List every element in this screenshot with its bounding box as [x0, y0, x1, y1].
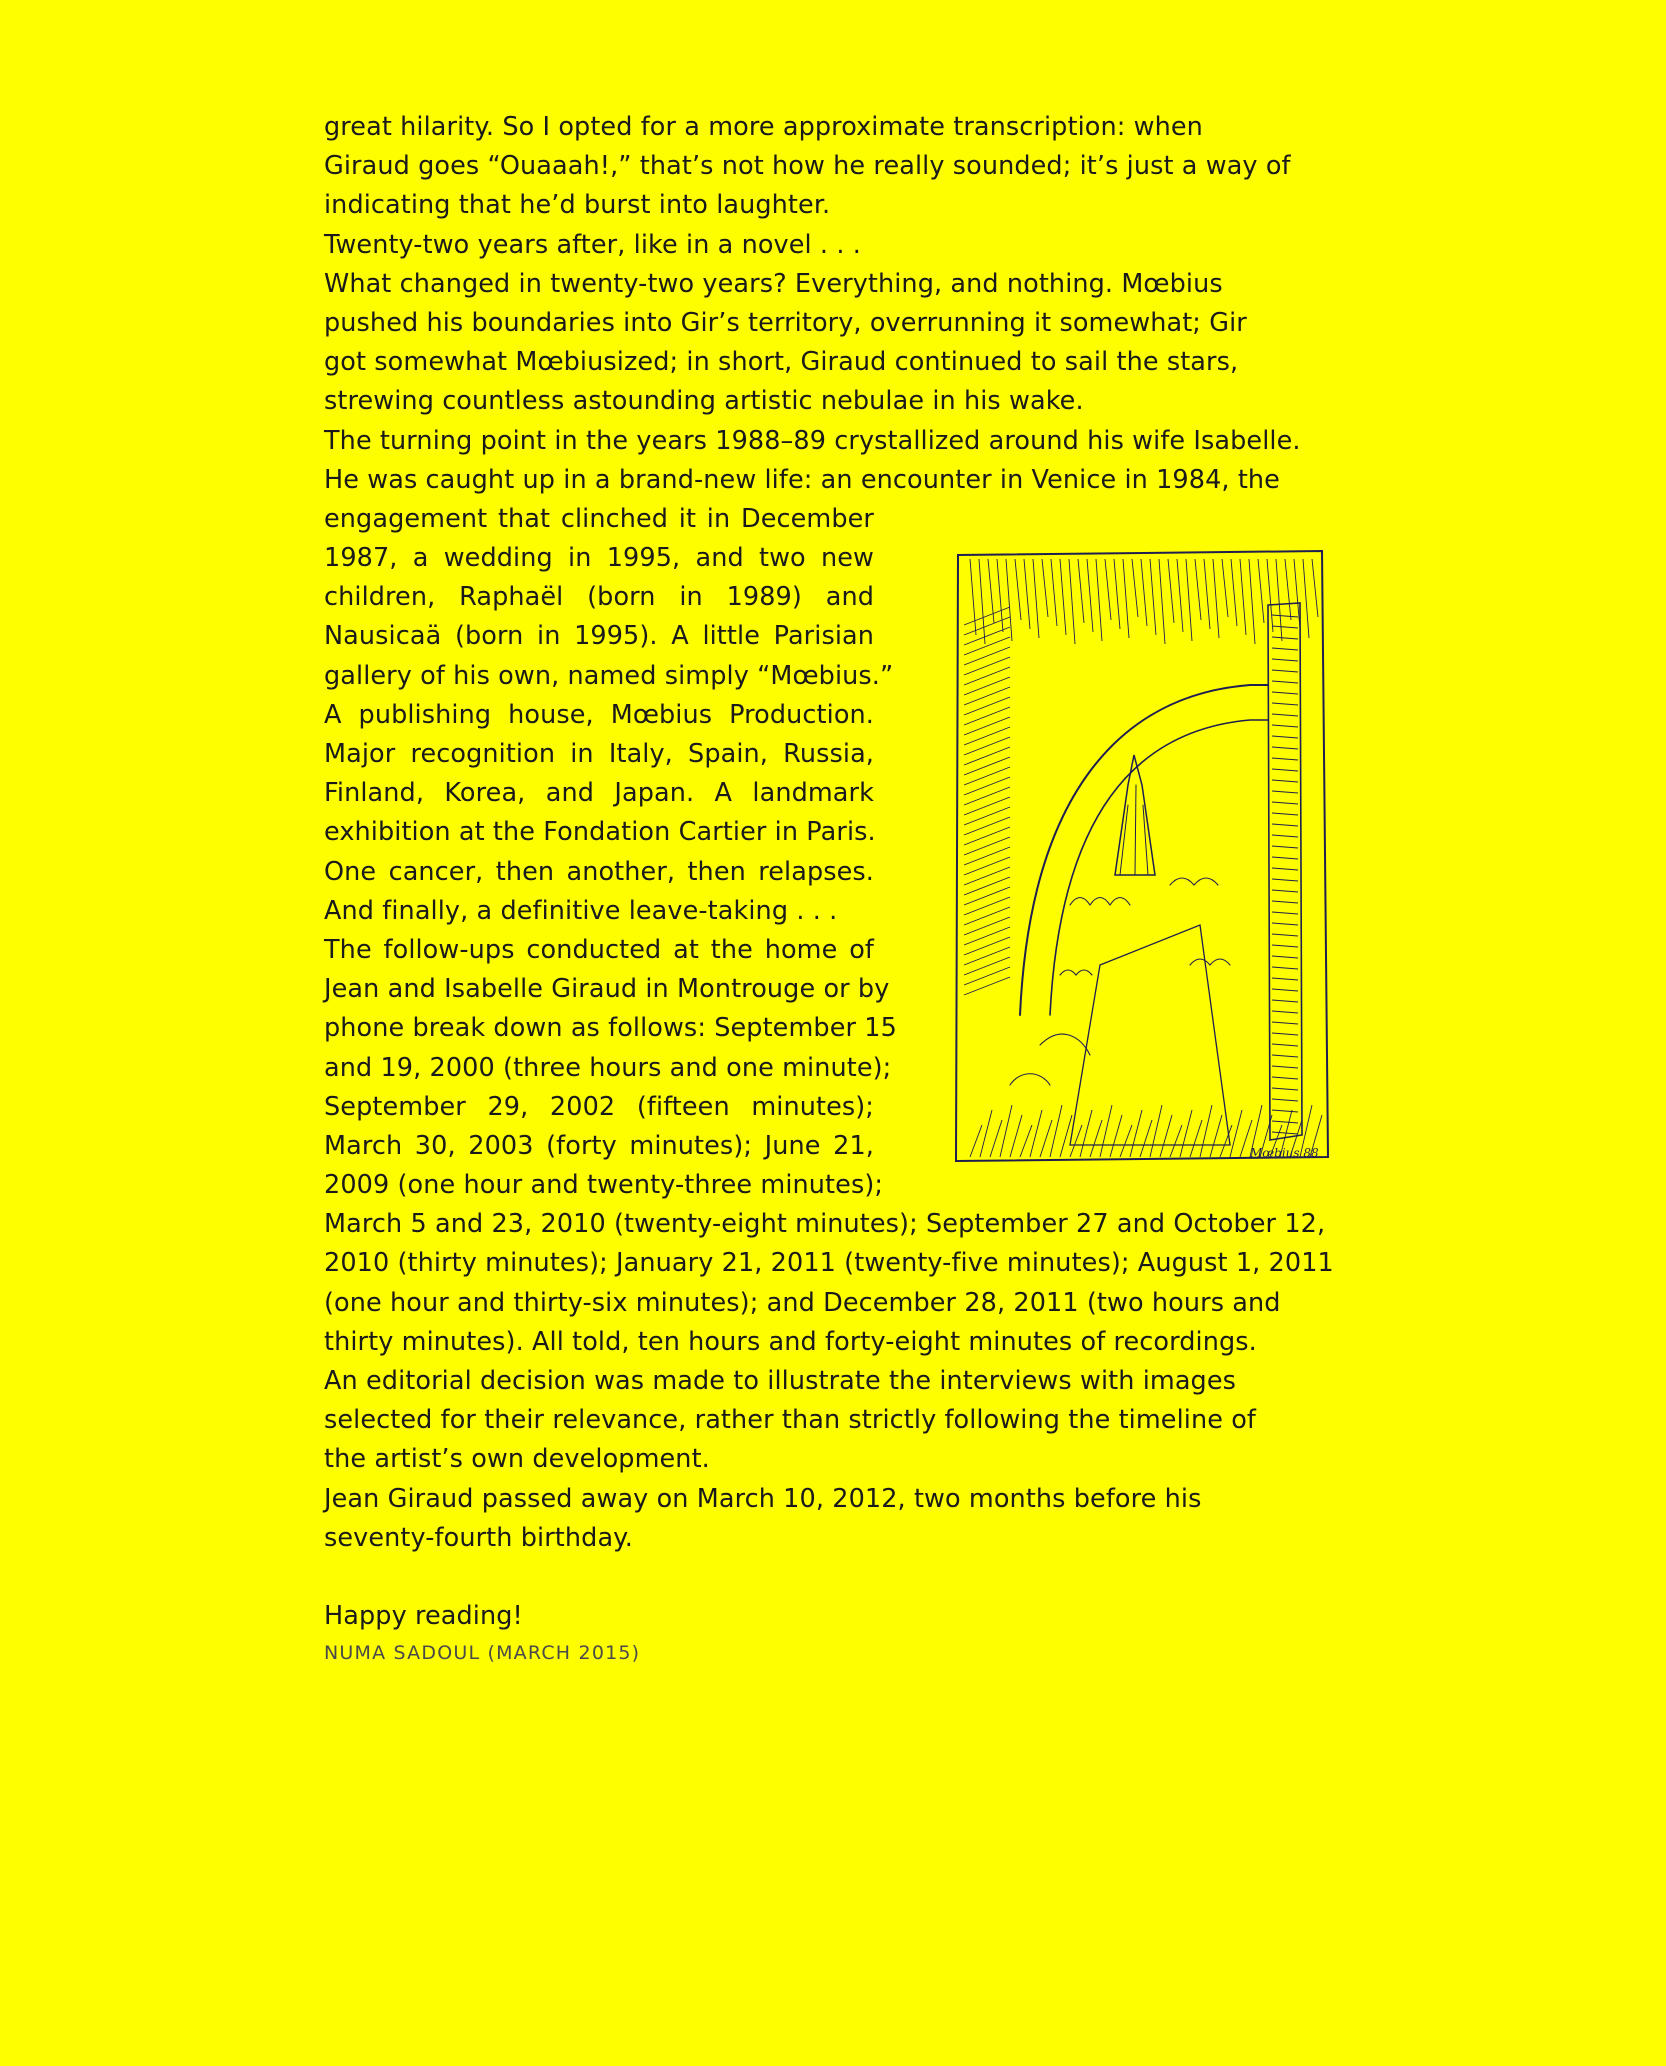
hatch-stroke: [1272, 824, 1298, 826]
text-line: indicating that he’d burst into laughter.: [324, 190, 831, 221]
hatch-stroke: [1272, 769, 1298, 771]
text-line: 2010 (thirty minutes); January 21, 2011 (twenty-five minutes); August 1, 2011: [324, 1248, 1334, 1279]
hatch-stroke: [1272, 868, 1298, 870]
text-line: 1987, a wedding in 1995, and two new: [324, 543, 874, 574]
text-line: What changed in twenty-two years? Everything, and nothing. Mœbius: [324, 268, 1223, 299]
hatch-stroke: [1294, 559, 1300, 629]
hatch-stroke: [1159, 559, 1165, 644]
hatch-stroke: [1190, 1120, 1202, 1157]
archway-sketch-illustration: [950, 545, 1342, 1175]
hatch-stroke: [1087, 559, 1093, 632]
sketch-signature: Mœbius 88: [1250, 1146, 1319, 1160]
hatch-stroke: [1272, 692, 1298, 694]
hatch-stroke: [1060, 1115, 1072, 1157]
text-line: selected for their relevance, rather than strictly following the timeline of: [324, 1405, 1256, 1436]
hatch-stroke: [964, 937, 1010, 955]
hatch-stroke: [964, 837, 1010, 855]
hatch-stroke: [964, 797, 1010, 815]
hatch-stroke: [1213, 559, 1219, 638]
hatch-stroke: [964, 787, 1010, 805]
text-line: children, Raphaël (born in 1989) and: [324, 582, 874, 613]
hatch-stroke: [964, 807, 1010, 825]
hatch-stroke: [1069, 559, 1075, 644]
hatch-stroke: [1130, 1110, 1142, 1157]
hatch-stroke: [964, 697, 1010, 715]
hatch-stroke: [964, 917, 1010, 935]
hatch-stroke: [964, 817, 1010, 835]
hatch-stroke: [1272, 626, 1298, 628]
hatch-stroke: [1231, 559, 1237, 626]
text-line: (one hour and thirty-six minutes); and December 28, 2011 (two hours and: [324, 1287, 1281, 1318]
hatch-stroke: [1272, 967, 1298, 969]
text-line: Finland, Korea, and Japan. A landmark: [324, 778, 874, 809]
hatch-stroke: [1272, 1099, 1298, 1101]
hatch-stroke: [1272, 879, 1298, 881]
hatch-stroke: [964, 907, 1010, 925]
hatch-stroke: [964, 967, 1010, 985]
text-line: thirty minutes). All told, ten hours and forty-eight minutes of recordings.: [324, 1326, 1257, 1357]
intro-paragraphs: [324, 108, 1301, 500]
hatch-stroke: [990, 1120, 1002, 1157]
hatch-stroke: [1272, 846, 1298, 848]
hatch-stroke: [1272, 835, 1298, 837]
hatch-stroke: [964, 927, 1010, 945]
hatch-stroke: [1141, 559, 1147, 626]
hatch-stroke: [1272, 912, 1298, 914]
hatch-stroke: [964, 957, 1010, 975]
hatch-stroke: [1272, 923, 1298, 925]
hatch-stroke: [1132, 559, 1138, 617]
hatch-stroke: [964, 847, 1010, 865]
text-line: strewing countless astounding artistic nebulae in his wake.: [324, 386, 1084, 417]
hatch-stroke: [1090, 1120, 1102, 1157]
hatch-stroke: [1272, 1077, 1298, 1079]
hatch-stroke: [1020, 1125, 1032, 1157]
hatch-stroke: [1024, 559, 1030, 629]
hatch-stroke: [1276, 559, 1282, 641]
text-line: September 29, 2002 (fifteen minutes);: [324, 1091, 874, 1122]
text-line: the artist’s own development.: [324, 1444, 710, 1475]
hatch-stroke: [1272, 890, 1298, 892]
hatch-stroke: [964, 707, 1010, 725]
hatch-stroke: [1210, 1115, 1222, 1157]
hatch-stroke: [964, 667, 1010, 685]
text-line: March 5 and 23, 2010 (twenty-eight minutes); September 27 and October 12,: [324, 1209, 1326, 1240]
hatch-stroke: [1272, 637, 1298, 639]
hatch-stroke: [1220, 1125, 1232, 1157]
hatch-stroke: [1285, 559, 1291, 620]
hatch-stroke: [980, 1110, 992, 1157]
hatch-stroke: [1272, 1033, 1298, 1035]
hatch-stroke: [1312, 559, 1318, 617]
hatch-stroke: [1042, 559, 1048, 617]
sketch-right-pillar: [1268, 603, 1302, 1140]
hatch-stroke: [1272, 703, 1298, 705]
hatch-stroke: [1078, 559, 1084, 623]
sketch-foliage: [1060, 878, 1230, 975]
hatch-stroke: [964, 747, 1010, 765]
text-line: A publishing house, Mœbius Production.: [324, 699, 874, 730]
hatch-stroke: [964, 617, 1010, 635]
hatch-stroke: [1033, 559, 1039, 638]
hatch-stroke: [1040, 1120, 1052, 1157]
hatch-stroke: [1249, 559, 1255, 644]
hatch-stroke: [1100, 1105, 1112, 1157]
text-line: Major recognition in Italy, Spain, Russia,: [324, 739, 874, 769]
hatch-stroke: [1272, 780, 1298, 782]
hatch-stroke: [964, 627, 1010, 645]
hatch-stroke: [1258, 559, 1264, 623]
hatch-stroke: [1272, 989, 1298, 991]
hatch-stroke: [1140, 1120, 1152, 1157]
hatch-stroke: [1150, 559, 1156, 635]
hatch-stroke: [1168, 559, 1174, 623]
hatch-stroke: [1186, 559, 1192, 641]
hatch-stroke: [1070, 1125, 1082, 1157]
hatch-stroke: [1272, 758, 1298, 760]
hatch-stroke: [964, 717, 1010, 735]
hatch-stroke: [1272, 1066, 1298, 1068]
hatch-stroke: [1272, 1121, 1298, 1123]
hatch-stroke: [1114, 559, 1120, 629]
text-line: Giraud goes “Ouaaah!,” that’s not how he really sounded; it’s just a way of: [324, 151, 1291, 182]
hatch-stroke: [964, 897, 1010, 915]
hatch-stroke: [1120, 1125, 1132, 1157]
hatch-stroke: [964, 637, 1010, 655]
hatch-stroke: [1180, 1110, 1192, 1157]
hatch-stroke: [970, 559, 976, 635]
hatch-stroke: [1222, 559, 1228, 617]
hatch-stroke: [1272, 747, 1298, 749]
hatch-stroke: [1272, 945, 1298, 947]
text-line: 2009 (one hour and twenty-three minutes);: [324, 1170, 884, 1201]
hatch-stroke: [964, 857, 1010, 875]
hatch-stroke: [1272, 648, 1298, 650]
text-line: Jean and Isabelle Giraud in Montrouge or by: [324, 974, 890, 1005]
text-line: got somewhat Mœbiusized; in short, Giraud continued to sail the stars,: [324, 347, 1239, 378]
hatch-stroke: [1060, 559, 1066, 635]
hatch-stroke: [964, 657, 1010, 675]
hatch-stroke: [1204, 559, 1210, 629]
text-line: March 30, 2003 (forty minutes); June 21,: [324, 1130, 874, 1161]
hatch-stroke: [964, 727, 1010, 745]
hatch-stroke: [1272, 1044, 1298, 1046]
hatch-stroke: [1272, 725, 1298, 727]
hatch-stroke: [1272, 736, 1298, 738]
hatch-stroke: [1272, 659, 1298, 661]
text-line: Jean Giraud passed away on March 10, 2012, two months before his: [324, 1483, 1202, 1514]
hatch-stroke: [964, 827, 1010, 845]
paragraph-gap: [324, 1558, 1284, 1597]
hatch-stroke: [1000, 1105, 1012, 1157]
text-line: gallery of his own, named simply “Mœbius.”: [324, 660, 894, 691]
hatch-stroke: [1272, 681, 1298, 683]
hatch-stroke: [1272, 1132, 1298, 1134]
text-line: great hilarity. So I opted for a more approximate transcription: when: [324, 112, 1203, 142]
hatch-stroke: [970, 1125, 982, 1157]
hatch-stroke: [1150, 1105, 1162, 1157]
hatch-stroke: [1272, 1110, 1298, 1112]
hatch-stroke: [964, 887, 1010, 905]
hatch-stroke: [964, 767, 1010, 785]
hatch-stroke: [1272, 714, 1298, 716]
sketch-frame: [956, 551, 1328, 1161]
hatch-stroke: [964, 777, 1010, 795]
hatch-stroke: [1272, 670, 1298, 672]
hatch-stroke: [964, 877, 1010, 895]
hatch-stroke: [964, 677, 1010, 695]
hatch-stroke: [964, 647, 1010, 665]
text-line: exhibition at the Fondation Cartier in Paris.: [324, 817, 876, 848]
text-line: And finally, a definitive leave-taking . . .: [324, 895, 838, 926]
hatch-stroke: [964, 757, 1010, 775]
hatch-stroke: [1272, 857, 1298, 859]
hatch-stroke: [1160, 1115, 1172, 1157]
hatch-stroke: [1272, 978, 1298, 980]
text-line: pushed his boundaries into Gir’s territory, overrunning it somewhat; Gir: [324, 307, 1247, 338]
hatch-stroke: [1123, 559, 1129, 638]
hatch-stroke: [1080, 1110, 1092, 1157]
text-line: The turning point in the years 1988–89 crystallized around his wife Isabelle.: [324, 425, 1301, 456]
hatch-stroke: [1272, 1011, 1298, 1013]
hatch-stroke: [1303, 559, 1309, 638]
hatch-stroke: [964, 737, 1010, 755]
hatch-stroke: [1272, 791, 1298, 793]
hatch-stroke: [1272, 934, 1298, 936]
author-byline: NUMA SADOUL (MARCH 2015): [324, 1642, 641, 1665]
hatch-stroke: [1272, 802, 1298, 804]
sketch-arch: [1020, 685, 1268, 1015]
hatch-stroke: [1272, 1000, 1298, 1002]
text-line: phone break down as follows: September 15: [324, 1013, 897, 1044]
hatch-stroke: [1272, 1022, 1298, 1024]
text-line: and 19, 2000 (three hours and one minute);: [324, 1052, 892, 1083]
outro-paragraphs: [324, 1205, 1334, 1558]
hatch-stroke: [1272, 1088, 1298, 1090]
sketch-doorway: [1070, 925, 1230, 1145]
hatch-stroke: [1230, 1110, 1242, 1157]
hatch-stroke: [1010, 1115, 1022, 1157]
hatch-stroke: [1110, 1115, 1122, 1157]
hatch-stroke: [1240, 559, 1246, 635]
hatch-stroke: [1030, 1110, 1042, 1157]
text-line: He was caught up in a brand-new life: an encounter in Venice in 1984, the: [324, 464, 1280, 495]
text-line: An editorial decision was made to illustrate the interviews with images: [324, 1366, 1237, 1396]
hatch-stroke: [1006, 559, 1012, 641]
hatch-stroke: [1170, 1125, 1182, 1157]
hatch-stroke: [1272, 813, 1298, 815]
hatch-stroke: [1272, 956, 1298, 958]
hatch-stroke: [964, 607, 1010, 625]
hatch-stroke: [1272, 615, 1298, 617]
hatch-stroke: [964, 947, 1010, 965]
hatch-stroke: [979, 559, 985, 644]
hatch-stroke: [1105, 559, 1111, 620]
hatch-stroke: [1051, 559, 1057, 626]
text-line: Nausicaä (born in 1995). A little Parisian: [324, 621, 874, 652]
closing-line: Happy reading!: [324, 1600, 523, 1631]
hatch-stroke: [1096, 559, 1102, 641]
hatch-stroke: [964, 977, 1010, 995]
hatch-stroke: [964, 867, 1010, 885]
text-line: One cancer, then another, then relapses.: [324, 856, 874, 887]
text-line: engagement that clinched it in December: [324, 503, 874, 534]
hatch-stroke: [1200, 1105, 1212, 1157]
text-line: The follow-ups conducted at the home of: [324, 934, 874, 965]
hatch-stroke: [964, 687, 1010, 705]
hatch-stroke: [1050, 1105, 1062, 1157]
hatch-stroke: [1177, 559, 1183, 632]
hatch-stroke: [1272, 901, 1298, 903]
text-line: Twenty-two years after, like in a novel . . .: [324, 229, 861, 260]
hatch-stroke: [1015, 559, 1021, 620]
text-line: seventy-fourth birthday.: [324, 1522, 633, 1553]
hatch-stroke: [1272, 1055, 1298, 1057]
hatch-stroke: [1195, 559, 1201, 620]
